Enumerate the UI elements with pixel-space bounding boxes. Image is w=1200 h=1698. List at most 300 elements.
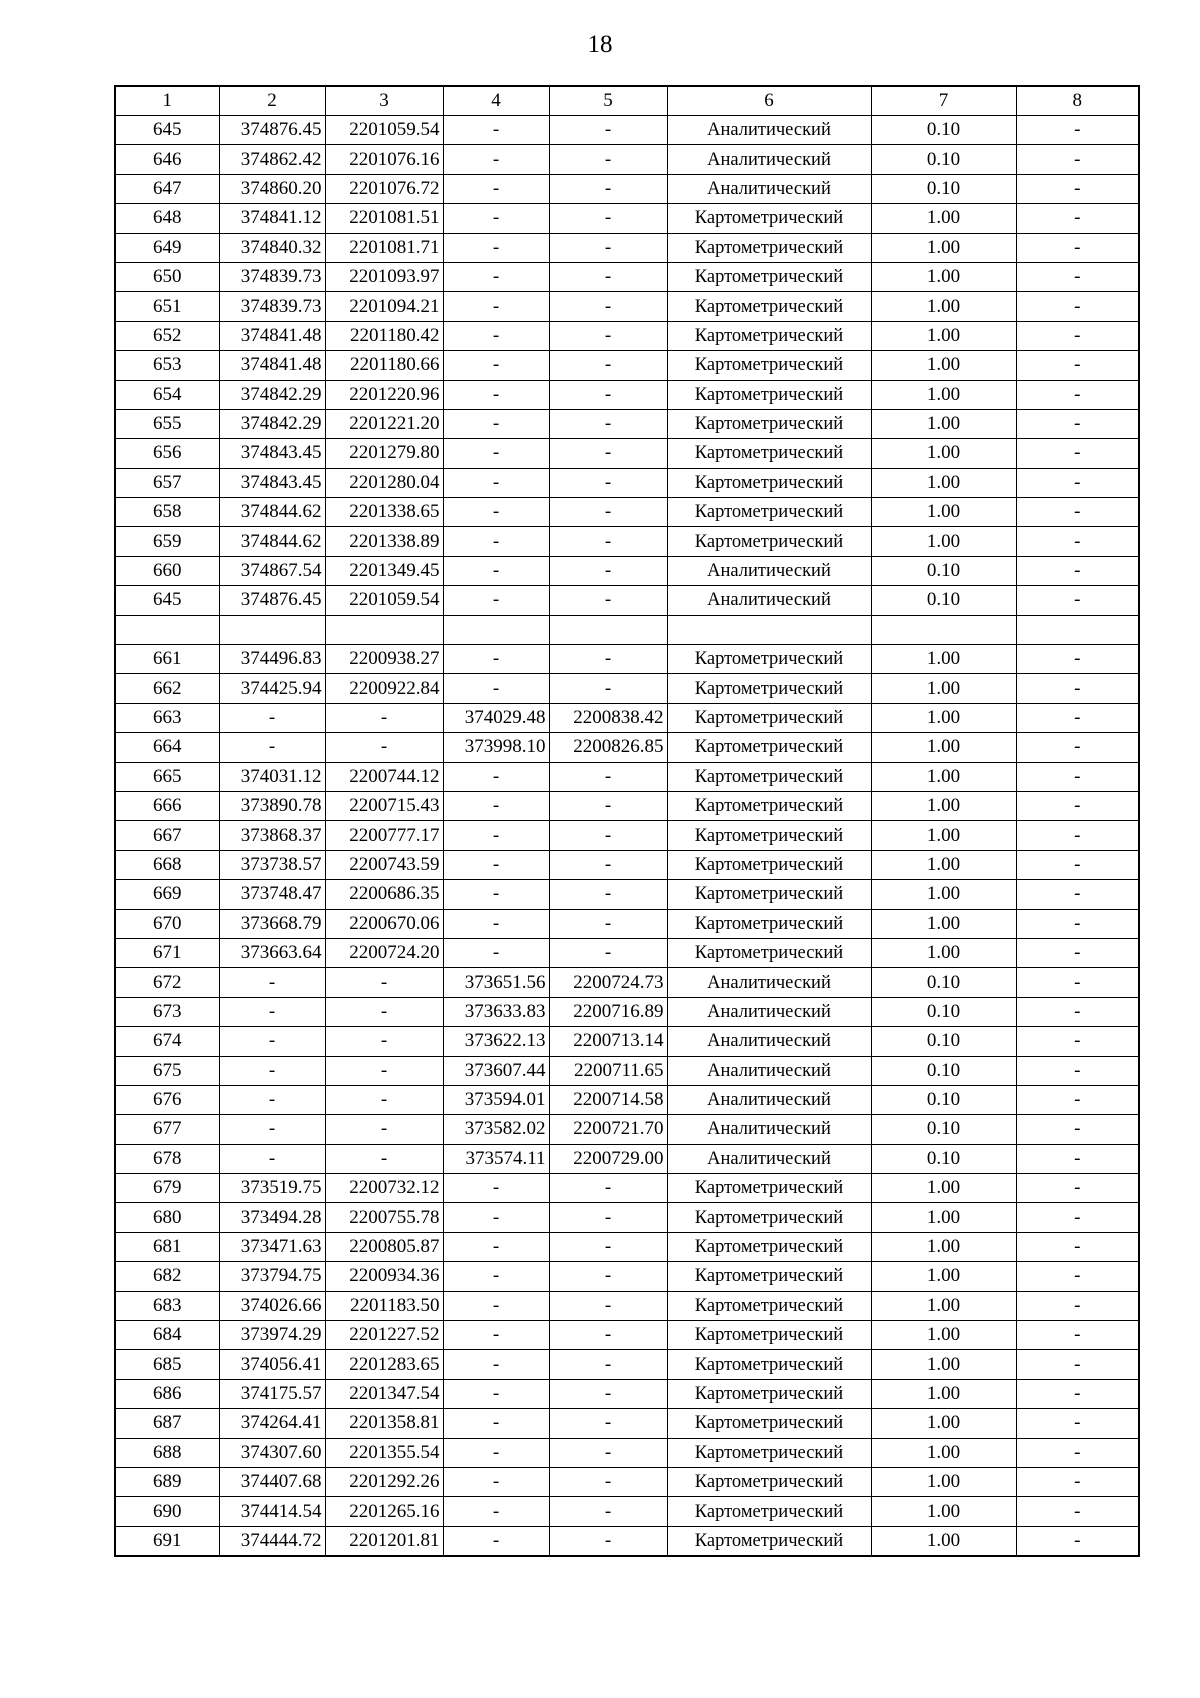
method-cell: Картометрический <box>667 292 871 321</box>
x-coordinate-alt-cell: - <box>443 674 549 703</box>
note-cell: - <box>1016 762 1139 791</box>
x-coordinate-alt-cell: 373582.02 <box>443 1115 549 1144</box>
x-coordinate-alt-cell: - <box>443 791 549 820</box>
x-coordinate-alt-cell: - <box>443 1438 549 1467</box>
note-cell: - <box>1016 1379 1139 1408</box>
table-row <box>115 1409 1139 1438</box>
y-coordinate-alt-cell: - <box>549 880 667 909</box>
accuracy-cell: 0.10 <box>871 174 1016 203</box>
table-row <box>115 586 1139 615</box>
method-cell: Картометрический <box>667 674 871 703</box>
x-coordinate-cell: 373748.47 <box>219 880 325 909</box>
y-coordinate-alt-cell: 2200724.73 <box>549 968 667 997</box>
method-cell: Картометрический <box>667 233 871 262</box>
point-number-cell: 681 <box>115 1232 219 1261</box>
method-cell: Картометрический <box>667 1291 871 1320</box>
method-cell: Картометрический <box>667 1497 871 1526</box>
method-cell: Аналитический <box>667 1085 871 1114</box>
accuracy-cell: 1.00 <box>871 791 1016 820</box>
y-coordinate-cell: 2201081.51 <box>325 204 443 233</box>
accuracy-cell: 1.00 <box>871 703 1016 732</box>
table-row <box>115 909 1139 938</box>
x-coordinate-alt-cell: 373594.01 <box>443 1085 549 1114</box>
x-coordinate-alt-cell: - <box>443 586 549 615</box>
point-number-cell: 674 <box>115 1027 219 1056</box>
table-row <box>115 1174 1139 1203</box>
y-coordinate-alt-cell: 2200716.89 <box>549 997 667 1026</box>
column-header: 6 <box>667 86 871 116</box>
method-cell: Картометрический <box>667 321 871 350</box>
method-cell: Аналитический <box>667 1115 871 1144</box>
x-coordinate-alt-cell: - <box>443 1203 549 1232</box>
method-cell: Картометрический <box>667 645 871 674</box>
y-coordinate-cell: 2200777.17 <box>325 821 443 850</box>
x-coordinate-cell: 374842.29 <box>219 409 325 438</box>
table-row <box>115 791 1139 820</box>
accuracy-cell: 1.00 <box>871 204 1016 233</box>
y-coordinate-cell: - <box>325 997 443 1026</box>
accuracy-cell <box>871 615 1016 644</box>
note-cell: - <box>1016 968 1139 997</box>
y-coordinate-alt-cell: - <box>549 1526 667 1556</box>
accuracy-cell: 1.00 <box>871 527 1016 556</box>
accuracy-cell: 1.00 <box>871 233 1016 262</box>
note-cell: - <box>1016 909 1139 938</box>
y-coordinate-cell: 2201279.80 <box>325 439 443 468</box>
y-coordinate-alt-cell: - <box>549 791 667 820</box>
table-row <box>115 1291 1139 1320</box>
method-cell: Картометрический <box>667 380 871 409</box>
method-cell <box>667 615 871 644</box>
method-cell: Картометрический <box>667 1438 871 1467</box>
x-coordinate-alt-cell: - <box>443 1262 549 1291</box>
accuracy-cell: 1.00 <box>871 645 1016 674</box>
point-number-cell: 657 <box>115 468 219 497</box>
note-cell: - <box>1016 262 1139 291</box>
method-cell: Картометрический <box>667 821 871 850</box>
accuracy-cell: 0.10 <box>871 1027 1016 1056</box>
point-number-cell: 673 <box>115 997 219 1026</box>
x-coordinate-cell: 374425.94 <box>219 674 325 703</box>
point-number-cell: 645 <box>115 586 219 615</box>
point-number-cell: 685 <box>115 1350 219 1379</box>
accuracy-cell: 1.00 <box>871 1379 1016 1408</box>
y-coordinate-cell: 2201221.20 <box>325 409 443 438</box>
note-cell: - <box>1016 1526 1139 1556</box>
y-coordinate-alt-cell: 2200713.14 <box>549 1027 667 1056</box>
table-row <box>115 321 1139 350</box>
y-coordinate-alt-cell: - <box>549 527 667 556</box>
accuracy-cell: 0.10 <box>871 586 1016 615</box>
point-number-cell: 683 <box>115 1291 219 1320</box>
y-coordinate-alt-cell: - <box>549 762 667 791</box>
x-coordinate-alt-cell: - <box>443 821 549 850</box>
point-number-cell: 664 <box>115 733 219 762</box>
accuracy-cell: 1.00 <box>871 409 1016 438</box>
point-number-cell: 675 <box>115 1056 219 1085</box>
method-cell: Аналитический <box>667 1144 871 1173</box>
method-cell: Картометрический <box>667 1174 871 1203</box>
note-cell: - <box>1016 409 1139 438</box>
x-coordinate-alt-cell: 373574.11 <box>443 1144 549 1173</box>
y-coordinate-alt-cell: - <box>549 321 667 350</box>
x-coordinate-alt-cell: - <box>443 321 549 350</box>
x-coordinate-cell: 373890.78 <box>219 791 325 820</box>
x-coordinate-alt-cell: - <box>443 909 549 938</box>
y-coordinate-alt-cell: - <box>549 439 667 468</box>
table-header-row <box>115 86 1139 116</box>
y-coordinate-cell: 2201280.04 <box>325 468 443 497</box>
accuracy-cell: 1.00 <box>871 1438 1016 1467</box>
x-coordinate-alt-cell: - <box>443 762 549 791</box>
accuracy-cell: 0.10 <box>871 116 1016 145</box>
column-header: 3 <box>325 86 443 116</box>
accuracy-cell: 0.10 <box>871 968 1016 997</box>
y-coordinate-cell: 2201355.54 <box>325 1438 443 1467</box>
table-row <box>115 850 1139 879</box>
table-row <box>115 204 1139 233</box>
method-cell: Картометрический <box>667 1232 871 1261</box>
y-coordinate-alt-cell: - <box>549 1203 667 1232</box>
method-cell: Аналитический <box>667 556 871 585</box>
y-coordinate-cell: - <box>325 968 443 997</box>
accuracy-cell: 1.00 <box>871 1291 1016 1320</box>
point-number-cell: 649 <box>115 233 219 262</box>
x-coordinate-alt-cell: - <box>443 262 549 291</box>
method-cell: Картометрический <box>667 1526 871 1556</box>
x-coordinate-alt-cell: - <box>443 1409 549 1438</box>
x-coordinate-cell: 374876.45 <box>219 116 325 145</box>
note-cell: - <box>1016 1321 1139 1350</box>
x-coordinate-alt-cell: - <box>443 1497 549 1526</box>
y-coordinate-alt-cell: - <box>549 938 667 967</box>
method-cell: Аналитический <box>667 997 871 1026</box>
x-coordinate-alt-cell: - <box>443 409 549 438</box>
accuracy-cell: 0.10 <box>871 997 1016 1026</box>
note-cell: - <box>1016 1232 1139 1261</box>
note-cell <box>1016 615 1139 644</box>
x-coordinate-alt-cell: - <box>443 439 549 468</box>
accuracy-cell: 1.00 <box>871 1350 1016 1379</box>
table-row <box>115 468 1139 497</box>
y-coordinate-alt-cell: - <box>549 292 667 321</box>
note-cell: - <box>1016 821 1139 850</box>
point-number-cell: 669 <box>115 880 219 909</box>
x-coordinate-alt-cell: - <box>443 527 549 556</box>
point-number-cell: 662 <box>115 674 219 703</box>
note-cell: - <box>1016 1027 1139 1056</box>
accuracy-cell: 1.00 <box>871 1321 1016 1350</box>
y-coordinate-cell: 2200755.78 <box>325 1203 443 1232</box>
note-cell: - <box>1016 733 1139 762</box>
y-coordinate-alt-cell: 2200721.70 <box>549 1115 667 1144</box>
point-number-cell: 684 <box>115 1321 219 1350</box>
x-coordinate-alt-cell: 373998.10 <box>443 733 549 762</box>
x-coordinate-cell: - <box>219 1027 325 1056</box>
point-number-cell: 678 <box>115 1144 219 1173</box>
note-cell: - <box>1016 204 1139 233</box>
accuracy-cell: 1.00 <box>871 1232 1016 1261</box>
method-cell: Картометрический <box>667 703 871 732</box>
note-cell: - <box>1016 1467 1139 1496</box>
method-cell: Картометрический <box>667 909 871 938</box>
accuracy-cell: 1.00 <box>871 821 1016 850</box>
table-row <box>115 556 1139 585</box>
point-number-cell: 687 <box>115 1409 219 1438</box>
point-number-cell: 647 <box>115 174 219 203</box>
y-coordinate-cell: 2201059.54 <box>325 116 443 145</box>
accuracy-cell: 0.10 <box>871 1085 1016 1114</box>
y-coordinate-cell: 2201076.16 <box>325 145 443 174</box>
y-coordinate-cell: 2201180.66 <box>325 351 443 380</box>
point-number-cell: 645 <box>115 116 219 145</box>
note-cell: - <box>1016 1438 1139 1467</box>
accuracy-cell: 1.00 <box>871 733 1016 762</box>
table-row <box>115 1438 1139 1467</box>
method-cell: Картометрический <box>667 880 871 909</box>
y-coordinate-alt-cell: - <box>549 645 667 674</box>
y-coordinate-cell: 2201081.71 <box>325 233 443 262</box>
x-coordinate-alt-cell <box>443 615 549 644</box>
x-coordinate-cell: 373471.63 <box>219 1232 325 1261</box>
point-number-cell: 656 <box>115 439 219 468</box>
accuracy-cell: 0.10 <box>871 556 1016 585</box>
y-coordinate-alt-cell: - <box>549 674 667 703</box>
table-row <box>115 1467 1139 1496</box>
y-coordinate-alt-cell: 2200729.00 <box>549 1144 667 1173</box>
accuracy-cell: 1.00 <box>871 674 1016 703</box>
table-row <box>115 380 1139 409</box>
point-number-cell: 679 <box>115 1174 219 1203</box>
method-cell: Картометрический <box>667 439 871 468</box>
x-coordinate-cell: 374867.54 <box>219 556 325 585</box>
y-coordinate-cell: 2200686.35 <box>325 880 443 909</box>
y-coordinate-alt-cell: - <box>549 1174 667 1203</box>
x-coordinate-alt-cell: - <box>443 380 549 409</box>
note-cell: - <box>1016 380 1139 409</box>
table-row <box>115 1379 1139 1408</box>
note-cell: - <box>1016 468 1139 497</box>
y-coordinate-cell: 2201093.97 <box>325 262 443 291</box>
table-row <box>115 1115 1139 1144</box>
y-coordinate-alt-cell: - <box>549 1409 667 1438</box>
point-number-cell: 671 <box>115 938 219 967</box>
point-number-cell <box>115 615 219 644</box>
table-body <box>115 116 1139 1557</box>
x-coordinate-cell: - <box>219 997 325 1026</box>
y-coordinate-cell: 2201338.89 <box>325 527 443 556</box>
y-coordinate-alt-cell: - <box>549 204 667 233</box>
y-coordinate-alt-cell: - <box>549 586 667 615</box>
x-coordinate-alt-cell: - <box>443 938 549 967</box>
table-row <box>115 703 1139 732</box>
table-row <box>115 116 1139 145</box>
method-cell: Картометрический <box>667 1203 871 1232</box>
column-header: 8 <box>1016 86 1139 116</box>
method-cell: Картометрический <box>667 1409 871 1438</box>
y-coordinate-cell: 2200732.12 <box>325 1174 443 1203</box>
x-coordinate-alt-cell: - <box>443 468 549 497</box>
x-coordinate-alt-cell: - <box>443 1467 549 1496</box>
point-number-cell: 682 <box>115 1262 219 1291</box>
y-coordinate-cell: 2201201.81 <box>325 1526 443 1556</box>
table-row <box>115 1203 1139 1232</box>
y-coordinate-cell: - <box>325 1085 443 1114</box>
x-coordinate-cell: 374860.20 <box>219 174 325 203</box>
table-row <box>115 880 1139 909</box>
method-cell: Картометрический <box>667 1262 871 1291</box>
y-coordinate-alt-cell: - <box>549 174 667 203</box>
point-number-cell: 668 <box>115 850 219 879</box>
point-number-cell: 653 <box>115 351 219 380</box>
note-cell: - <box>1016 703 1139 732</box>
x-coordinate-cell: 373494.28 <box>219 1203 325 1232</box>
y-coordinate-cell: 2201358.81 <box>325 1409 443 1438</box>
y-coordinate-cell: 2201292.26 <box>325 1467 443 1496</box>
y-coordinate-alt-cell: 2200838.42 <box>549 703 667 732</box>
accuracy-cell: 0.10 <box>871 1144 1016 1173</box>
table-row <box>115 1526 1139 1556</box>
x-coordinate-cell: - <box>219 733 325 762</box>
x-coordinate-cell: 374843.45 <box>219 468 325 497</box>
x-coordinate-alt-cell: - <box>443 880 549 909</box>
x-coordinate-cell: 374844.62 <box>219 527 325 556</box>
y-coordinate-alt-cell: - <box>549 1262 667 1291</box>
x-coordinate-alt-cell: - <box>443 204 549 233</box>
y-coordinate-alt-cell: 2200714.58 <box>549 1085 667 1114</box>
x-coordinate-cell: 374841.12 <box>219 204 325 233</box>
accuracy-cell: 1.00 <box>871 498 1016 527</box>
y-coordinate-cell: 2201227.52 <box>325 1321 443 1350</box>
table-row <box>115 615 1139 644</box>
accuracy-cell: 1.00 <box>871 1203 1016 1232</box>
x-coordinate-cell: 374496.83 <box>219 645 325 674</box>
table-row <box>115 233 1139 262</box>
y-coordinate-cell: 2200724.20 <box>325 938 443 967</box>
note-cell: - <box>1016 938 1139 967</box>
x-coordinate-alt-cell: - <box>443 292 549 321</box>
accuracy-cell: 1.00 <box>871 850 1016 879</box>
table-row <box>115 292 1139 321</box>
accuracy-cell: 1.00 <box>871 1497 1016 1526</box>
x-coordinate-cell: 374026.66 <box>219 1291 325 1320</box>
x-coordinate-alt-cell: - <box>443 1291 549 1320</box>
page-number: 18 <box>587 31 613 58</box>
accuracy-cell: 1.00 <box>871 1409 1016 1438</box>
accuracy-cell: 1.00 <box>871 1526 1016 1556</box>
method-cell: Картометрический <box>667 1379 871 1408</box>
table-row <box>115 733 1139 762</box>
column-header: 7 <box>871 86 1016 116</box>
x-coordinate-cell: 374843.45 <box>219 439 325 468</box>
x-coordinate-alt-cell: - <box>443 850 549 879</box>
x-coordinate-cell: 374175.57 <box>219 1379 325 1408</box>
x-coordinate-cell: 373738.57 <box>219 850 325 879</box>
x-coordinate-cell: 374841.48 <box>219 351 325 380</box>
y-coordinate-alt-cell: - <box>549 498 667 527</box>
table-row <box>115 645 1139 674</box>
y-coordinate-cell: 2201220.96 <box>325 380 443 409</box>
y-coordinate-cell: - <box>325 1115 443 1144</box>
method-cell: Картометрический <box>667 762 871 791</box>
accuracy-cell: 1.00 <box>871 880 1016 909</box>
method-cell: Картометрический <box>667 409 871 438</box>
y-coordinate-alt-cell: - <box>549 233 667 262</box>
table-row <box>115 1350 1139 1379</box>
y-coordinate-cell: - <box>325 1056 443 1085</box>
method-cell: Аналитический <box>667 1056 871 1085</box>
accuracy-cell: 1.00 <box>871 439 1016 468</box>
x-coordinate-alt-cell: - <box>443 1232 549 1261</box>
y-coordinate-cell: - <box>325 733 443 762</box>
x-coordinate-alt-cell: - <box>443 351 549 380</box>
x-coordinate-cell: 374414.54 <box>219 1497 325 1526</box>
method-cell: Аналитический <box>667 145 871 174</box>
accuracy-cell: 1.00 <box>871 292 1016 321</box>
table-row <box>115 1232 1139 1261</box>
x-coordinate-cell: 374841.48 <box>219 321 325 350</box>
method-cell: Аналитический <box>667 968 871 997</box>
table-row <box>115 1262 1139 1291</box>
point-number-cell: 648 <box>115 204 219 233</box>
x-coordinate-alt-cell: - <box>443 174 549 203</box>
x-coordinate-cell: 373668.79 <box>219 909 325 938</box>
y-coordinate-alt-cell: - <box>549 262 667 291</box>
table-row <box>115 1144 1139 1173</box>
column-header: 5 <box>549 86 667 116</box>
y-coordinate-alt-cell: - <box>549 116 667 145</box>
x-coordinate-cell: 373868.37 <box>219 821 325 850</box>
x-coordinate-alt-cell: - <box>443 1321 549 1350</box>
y-coordinate-alt-cell: - <box>549 380 667 409</box>
point-number-cell: 672 <box>115 968 219 997</box>
point-number-cell: 659 <box>115 527 219 556</box>
table-row <box>115 498 1139 527</box>
table-row <box>115 762 1139 791</box>
y-coordinate-cell: 2200715.43 <box>325 791 443 820</box>
accuracy-cell: 1.00 <box>871 380 1016 409</box>
x-coordinate-cell: 374444.72 <box>219 1526 325 1556</box>
y-coordinate-cell: 2200743.59 <box>325 850 443 879</box>
x-coordinate-alt-cell: - <box>443 1174 549 1203</box>
y-coordinate-cell: 2200805.87 <box>325 1232 443 1261</box>
note-cell: - <box>1016 174 1139 203</box>
note-cell: - <box>1016 1203 1139 1232</box>
y-coordinate-cell: 2201283.65 <box>325 1350 443 1379</box>
note-cell: - <box>1016 556 1139 585</box>
y-coordinate-cell: 2201059.54 <box>325 586 443 615</box>
x-coordinate-cell: 374862.42 <box>219 145 325 174</box>
note-cell: - <box>1016 850 1139 879</box>
coordinates-table <box>114 85 1140 1557</box>
y-coordinate-alt-cell: - <box>549 850 667 879</box>
accuracy-cell: 1.00 <box>871 1467 1016 1496</box>
y-coordinate-cell: 2201094.21 <box>325 292 443 321</box>
x-coordinate-alt-cell: - <box>443 645 549 674</box>
x-coordinate-alt-cell: - <box>443 1350 549 1379</box>
note-cell: - <box>1016 1497 1139 1526</box>
note-cell: - <box>1016 351 1139 380</box>
note-cell: - <box>1016 233 1139 262</box>
y-coordinate-cell: 2201347.54 <box>325 1379 443 1408</box>
method-cell: Картометрический <box>667 351 871 380</box>
x-coordinate-cell: - <box>219 1115 325 1144</box>
x-coordinate-cell <box>219 615 325 644</box>
point-number-cell: 646 <box>115 145 219 174</box>
table-row <box>115 174 1139 203</box>
y-coordinate-cell: - <box>325 1144 443 1173</box>
note-cell: - <box>1016 880 1139 909</box>
